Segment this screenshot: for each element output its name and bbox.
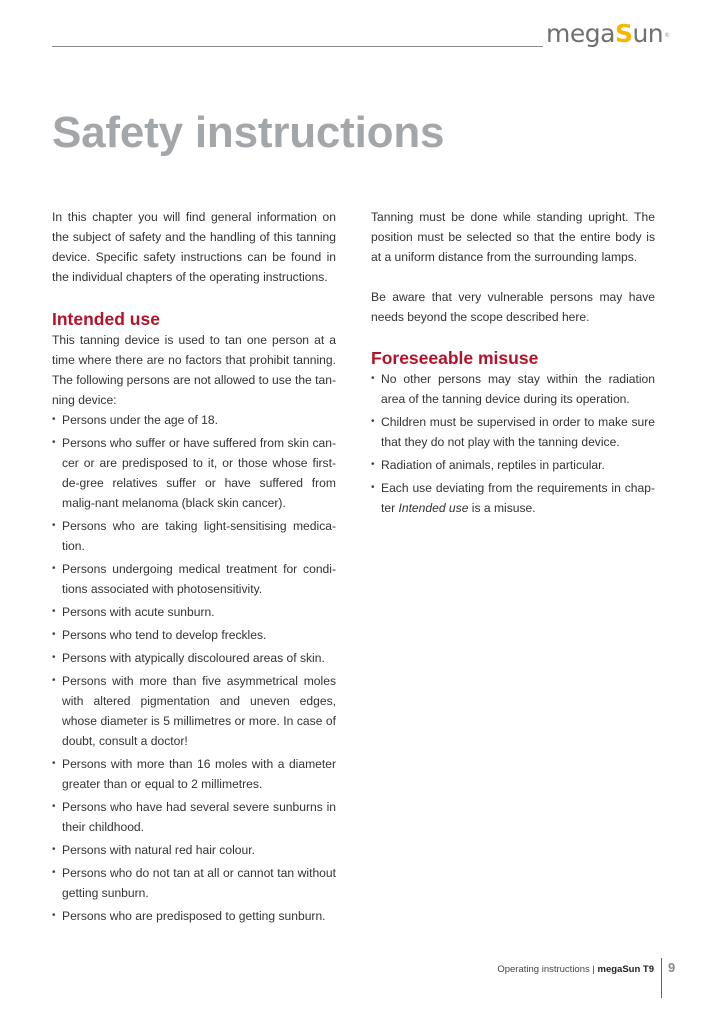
page-number: 9 [668,960,676,975]
misuse-text: Each use deviating from the requirements in chap-ter [381,481,655,515]
intended-use-reference: Intended use [398,501,469,515]
logo-text-prefix: mega [546,19,615,48]
foreseeable-misuse-heading: Foreseeable misuse [371,348,539,368]
list-item: • Children must be supervised in order to make sure that they do not play with the tanning device. [371,412,655,452]
list-item: • Persons undergoing medical treatment for condi-tions associated with photosensitivity. [52,559,336,599]
list-item: • Persons who tend to develop freckles. [52,625,336,645]
logo-text-suffix: un [632,19,664,48]
standing-position-paragraph: Tanning must be done while standing upright. The position must be selected so that the entire body is at a uniform distance from the surrounding lamps. [371,210,655,264]
intro-paragraph: In this chapter you will find general information on the subject of safety and the handling of this tanning device. Specific safety instructions can be found in the individual chapters of the operating instructions. [52,210,336,284]
list-item [371,478,655,518]
misuse-list [371,369,655,518]
list-item: • Persons with natural red hair colour. [52,840,336,860]
right-column [371,207,655,521]
megasun-logo [546,19,670,49]
list-item: • Radiation of animals, reptiles in particular. [371,455,655,475]
intended-use-heading: Intended use [52,309,160,329]
list-item: • Persons who are predisposed to getting sunburn. [52,906,336,926]
footer-caption [497,964,654,975]
list-item: • Persons under the age of 18. [52,410,336,430]
list-item: • Persons who do not tan at all or cannot tan without getting sunburn. [52,863,336,903]
prohibited-persons-list [52,410,336,926]
header-rule [52,46,543,47]
list-item: • Persons who have had several severe sunburns in their childhood. [52,797,336,837]
list-item: • Persons who are taking light-sensitising medica-tion. [52,516,336,556]
list-item: • Persons who suffer or have suffered from skin can-cer or are predisposed to it, or those whose first-de-gree relatives suffer or have suffered from malig-nant melanoma (black skin cancer). [52,433,336,513]
footer-product-name: megaSun T9 [597,964,654,975]
list-item: • Persons with atypically discoloured areas of skin. [52,648,336,668]
list-item: • Persons with more than 16 moles with a diameter greater than or equal to 2 millimetres. [52,754,336,794]
footer-label: Operating instructions | [497,964,598,975]
logo-sun-s: S [614,19,633,48]
left-column [52,207,336,929]
misuse-text: is a misuse. [468,501,536,515]
page-title: Safety instructions [52,108,445,157]
list-item: • Persons with more than five asymmetrical moles with altered pigmentation and uneven edges, whose diameter is 5 millimetres or more. In case of doubt, consult a doctor! [52,671,336,751]
vulnerable-persons-paragraph: Be aware that very vulnerable persons may have needs beyond the scope described here. [371,290,655,324]
registered-mark-icon: ® [664,32,670,39]
list-item: • No other persons may stay within the radiation area of the tanning device during its operation. [371,369,655,409]
list-item: • Persons with acute sunburn. [52,602,336,622]
intended-use-body: This tanning device is used to tan one person at a time where there are no factors that prohibit tanning. The following persons are not allowed to use the tan-ning device: [52,333,336,407]
footer-divider [661,958,662,998]
